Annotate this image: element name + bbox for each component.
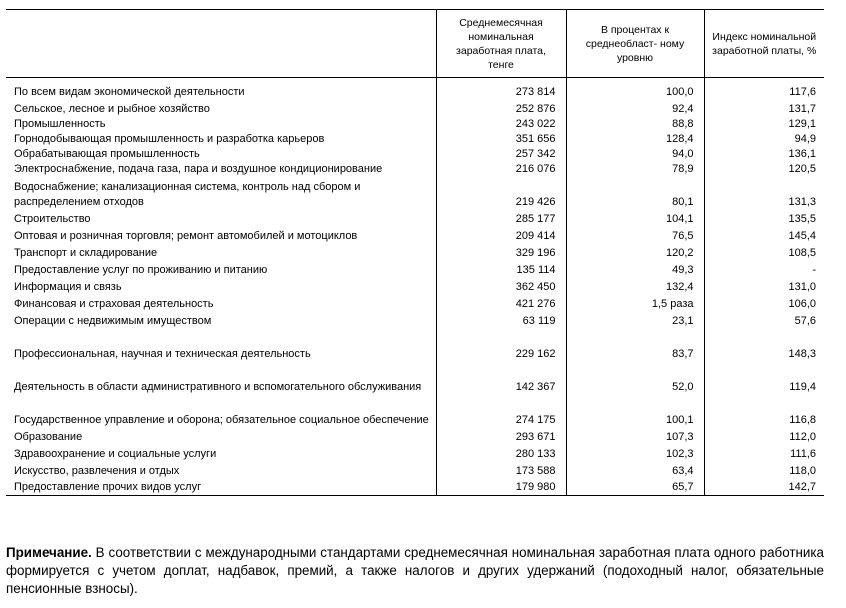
wage-statistics-table	[6, 9, 824, 496]
table-row	[6, 117, 824, 132]
row-activity-name: Информация и связь	[14, 280, 122, 293]
row-wage: 216 076	[436, 162, 566, 177]
row-wage: 273 814	[436, 78, 566, 100]
row-percent: 107,3	[566, 428, 704, 445]
row-wage: 285 177	[436, 210, 566, 227]
table-row	[6, 132, 824, 147]
row-index: 135,5	[704, 210, 824, 227]
row-index: 57,6	[704, 312, 824, 329]
row-activity-name: По всем видам экономической деятельности	[14, 85, 245, 98]
table-row	[6, 227, 824, 244]
table-row	[6, 147, 824, 162]
row-activity-name: Промышленность	[14, 117, 106, 130]
row-activity-name: Транспорт и складирование	[14, 246, 158, 259]
note-label: Примечание.	[6, 545, 92, 560]
row-activity-name: Предоставление услуг по проживанию и питанию	[14, 263, 268, 276]
table-row	[6, 100, 824, 117]
row-wage: 362 450	[436, 278, 566, 295]
row-index: 118,0	[704, 462, 824, 479]
row-activity-name: Здравоохранение и социальные услуги	[14, 447, 217, 460]
row-percent: 76,5	[566, 227, 704, 244]
row-activity-name: Государственное управление и оборона; обязательное социальное обеспечение	[14, 413, 429, 426]
row-percent: 23,1	[566, 312, 704, 329]
row-percent: 80,1	[566, 177, 704, 210]
row-percent: 63,4	[566, 462, 704, 479]
row-percent: 78,9	[566, 162, 704, 177]
row-percent: 100,0	[566, 78, 704, 100]
row-index: 112,0	[704, 428, 824, 445]
note-text: В соответствии с международными стандартами среднемесячная номинальная заработная плата одного работника формируется с учетом доплат, надбавок, премий, а также налогов и других удержаний (подоходный налог, обязательные пенсионные взносы).	[6, 545, 824, 596]
row-wage: 135 114	[436, 261, 566, 278]
table-row	[6, 312, 824, 329]
row-wage: 257 342	[436, 147, 566, 162]
table-row	[6, 428, 824, 445]
row-percent: 49,3	[566, 261, 704, 278]
row-wage: 229 162	[436, 329, 566, 362]
row-wage: 280 133	[436, 445, 566, 462]
row-percent: 92,4	[566, 100, 704, 117]
table-row	[6, 462, 824, 479]
row-wage: 274 175	[436, 395, 566, 428]
table-row	[6, 329, 824, 362]
row-activity-name: Профессиональная, научная и техническая деятельность	[14, 347, 311, 360]
row-activity-name: Строительство	[14, 212, 91, 225]
row-percent: 65,7	[566, 479, 704, 496]
table-row	[6, 278, 824, 295]
row-index: 108,5	[704, 244, 824, 261]
row-percent: 128,4	[566, 132, 704, 147]
table-row	[6, 78, 824, 100]
row-activity-name: Финансовая и страховая деятельность	[14, 297, 214, 310]
row-index: 117,6	[704, 78, 824, 100]
row-percent: 104,1	[566, 210, 704, 227]
row-wage: 421 276	[436, 295, 566, 312]
row-wage: 179 980	[436, 479, 566, 496]
table-row	[6, 177, 824, 210]
row-wage: 293 671	[436, 428, 566, 445]
row-index: 131,0	[704, 278, 824, 295]
table-row	[6, 479, 824, 496]
row-percent: 120,2	[566, 244, 704, 261]
row-wage: 351 656	[436, 132, 566, 147]
row-percent: 102,3	[566, 445, 704, 462]
row-wage: 63 119	[436, 312, 566, 329]
table-row	[6, 445, 824, 462]
row-activity-name: Предоставление прочих видов услуг	[6, 479, 436, 496]
row-activity-name: Сельское, лесное и рыбное хозяйство	[14, 102, 210, 115]
row-activity-name: Операции с недвижимым имуществом	[14, 314, 212, 327]
row-activity-name: Горнодобывающая промышленность и разработка карьеров	[14, 132, 325, 145]
row-percent: 100,1	[566, 395, 704, 428]
row-percent: 94,0	[566, 147, 704, 162]
row-wage: 173 588	[436, 462, 566, 479]
row-activity-name: Электроснабжение, подача газа, пара и воздушное кондиционирование	[14, 162, 383, 175]
row-index: 136,1	[704, 147, 824, 162]
row-index: -	[704, 261, 824, 278]
header-average-wage: Среднемесячная номинальная заработная плата, тенге	[436, 10, 566, 78]
row-activity-name: Оптовая и розничная торговля; ремонт автомобилей и мотоциклов	[14, 229, 358, 242]
row-index: 148,3	[704, 329, 824, 362]
row-index: 142,7	[704, 479, 824, 496]
row-wage: 243 022	[436, 117, 566, 132]
row-wage: 329 196	[436, 244, 566, 261]
row-percent: 88,8	[566, 117, 704, 132]
row-index: 145,4	[704, 227, 824, 244]
row-wage: 142 367	[436, 362, 566, 395]
row-activity-name: Водоснабжение; канализационная система, контроль над сбором и распределением отходов	[14, 180, 361, 208]
header-wage-index: Индекс номинальной заработной платы, %	[704, 10, 824, 78]
table-row	[6, 261, 824, 278]
row-activity-name: Деятельность в области административного и вспомогательного обслуживания	[14, 380, 422, 393]
table-row	[6, 210, 824, 227]
row-index: 120,5	[704, 162, 824, 177]
table-row	[6, 244, 824, 261]
row-index: 94,9	[704, 132, 824, 147]
row-index: 116,8	[704, 395, 824, 428]
row-index: 111,6	[704, 445, 824, 462]
footnote	[6, 544, 824, 598]
table-row	[6, 362, 824, 395]
row-wage: 219 426	[436, 177, 566, 210]
row-percent: 132,4	[566, 278, 704, 295]
row-index: 129,1	[704, 117, 824, 132]
row-percent: 1,5 раза	[566, 295, 704, 312]
table-header-row	[6, 10, 824, 78]
row-index: 131,3	[704, 177, 824, 210]
row-percent: 52,0	[566, 362, 704, 395]
header-activity	[6, 10, 436, 78]
header-percent-of-regional: В процентах к среднеобласт- ному уровню	[566, 10, 704, 78]
row-activity-name: Искусство, развлечения и отдых	[14, 464, 180, 477]
row-wage: 252 876	[436, 100, 566, 117]
table-row	[6, 162, 824, 177]
row-activity-name: Обрабатывающая промышленность	[14, 147, 200, 160]
row-index: 119,4	[704, 362, 824, 395]
row-percent: 83,7	[566, 329, 704, 362]
row-index: 106,0	[704, 295, 824, 312]
row-wage: 209 414	[436, 227, 566, 244]
table-row	[6, 395, 824, 428]
row-index: 131,7	[704, 100, 824, 117]
row-activity-name: Образование	[14, 430, 83, 443]
table-row	[6, 295, 824, 312]
